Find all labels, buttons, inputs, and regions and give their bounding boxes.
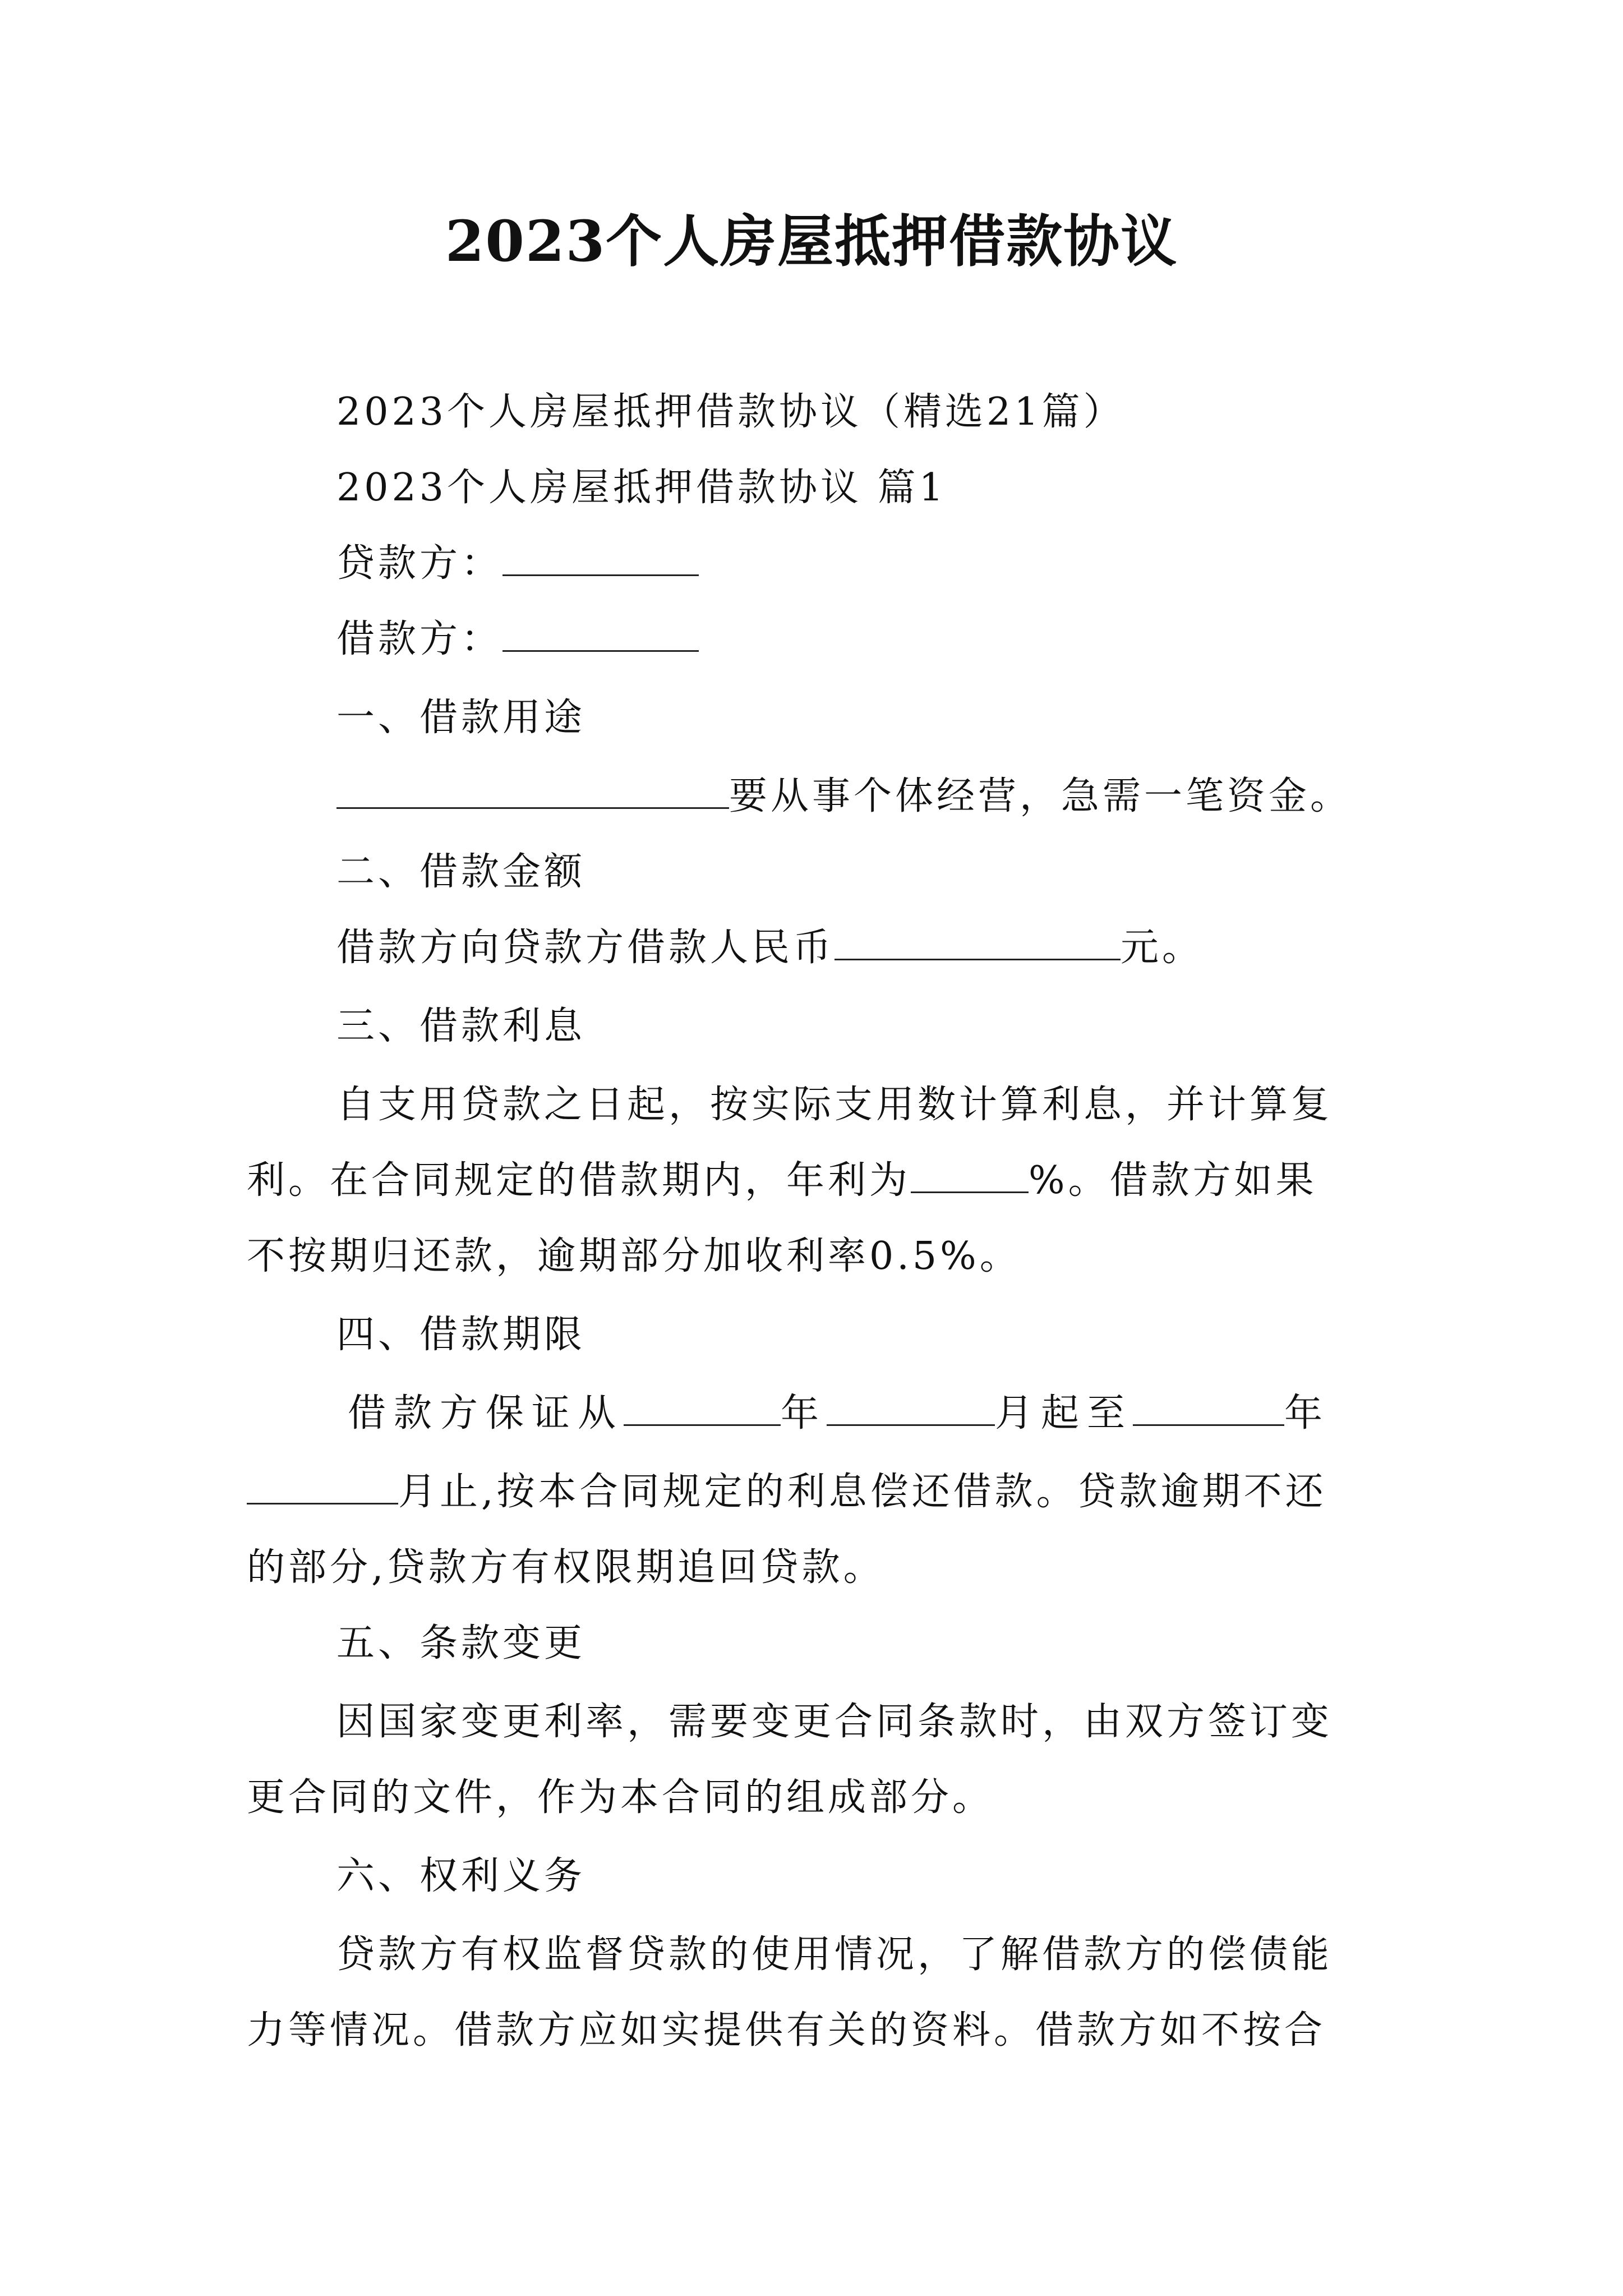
clause5-line1: 因国家变更利率，需要变更合同条款时，由双方签订变 — [336, 1700, 1333, 1744]
clause2-heading: 二、借款金额 — [336, 850, 586, 894]
clause4-body-d: 年 — [1284, 1391, 1331, 1435]
clause4-body-a: 借款方保证从 — [348, 1391, 624, 1435]
clause3-rate-blank — [911, 1157, 1029, 1193]
clause5-heading: 五、条款变更 — [336, 1621, 586, 1665]
clause4-year-blank-2 — [1133, 1389, 1284, 1426]
clause6-heading: 六、权利义务 — [336, 1854, 586, 1898]
clause4-year-blank-1 — [624, 1389, 781, 1426]
clause4-line1 — [348, 1388, 1330, 1439]
clause4-body-b: 年 — [781, 1391, 827, 1435]
section-heading: 2023个人房屋抵押借款协议 篇1 — [336, 466, 947, 510]
clause1-heading: 一、借款用途 — [336, 696, 586, 740]
clause1-text — [336, 771, 1352, 822]
clause6-line1: 贷款方有权监督贷款的使用情况，了解借款方的偿债能 — [336, 1932, 1333, 1977]
clause4-month-blank-2 — [247, 1468, 398, 1504]
lender-label: 贷款方： — [336, 541, 503, 586]
clause1-blank — [336, 772, 729, 809]
clause3-line2 — [247, 1156, 1317, 1206]
clause2-amount-blank — [834, 924, 1121, 960]
clause3-body-b: %。借款方如果 — [1029, 1158, 1317, 1203]
clause3-line1: 自支用贷款之日起，按实际支用数计算利息，并计算复 — [336, 1083, 1333, 1127]
clause2-text — [336, 923, 1204, 973]
clause5-line2: 更合同的文件，作为本合同的组成部分。 — [247, 1775, 994, 1820]
clause3-line3: 不按期归还款，逾期部分加收利率0.5%。 — [247, 1234, 1021, 1278]
clause6-line2: 力等情况。借款方应如实提供有关的资料。借款方如不按合 — [247, 2008, 1326, 2053]
clause3-body-a: 利。在合同规定的借款期内，年利为 — [247, 1158, 911, 1203]
borrower-line — [336, 614, 699, 665]
clause4-month-blank-1 — [827, 1389, 995, 1426]
clause3-heading: 三、借款利息 — [336, 1004, 586, 1048]
clause4-line3: 的部分,贷款方有权限期追回贷款。 — [247, 1545, 885, 1590]
clause2-body-b: 元。 — [1121, 926, 1204, 970]
clause1-body: 要从事个体经营，急需一笔资金。 — [729, 774, 1352, 818]
clause4-line2 — [247, 1467, 1327, 1517]
borrower-label: 借款方： — [336, 617, 503, 661]
clause4-body-e: 月止,按本合同规定的利息偿还借款。贷款逾期不还 — [398, 1470, 1327, 1514]
clause4-heading: 四、借款期限 — [336, 1313, 586, 1357]
subtitle: 2023个人房屋抵押借款协议（精选21篇） — [336, 390, 1125, 434]
lender-line — [336, 539, 699, 589]
borrower-blank — [502, 615, 699, 652]
lender-blank — [502, 540, 699, 576]
clause2-body-a: 借款方向贷款方借款人民币 — [336, 926, 835, 970]
document-title: 2023个人房屋抵押借款协议 — [445, 208, 1178, 274]
clause4-body-c: 月起至 — [995, 1391, 1133, 1435]
